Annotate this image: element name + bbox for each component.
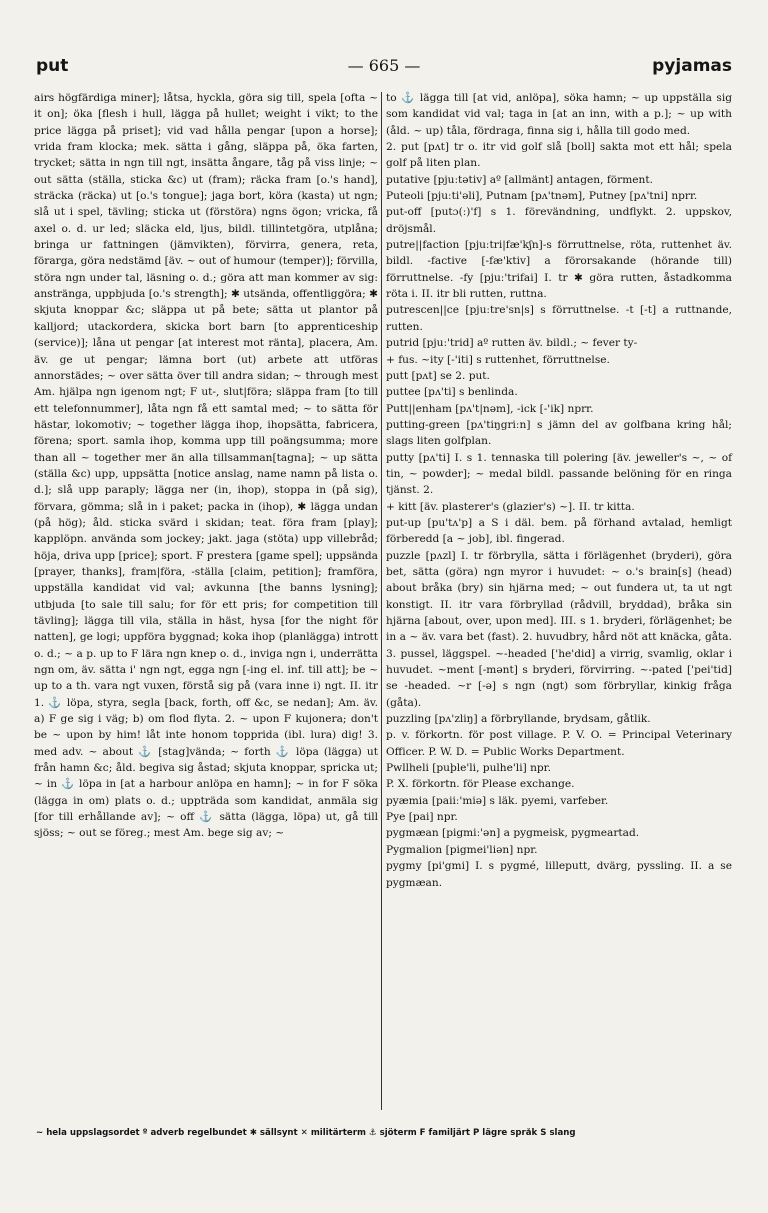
page-header [36, 56, 732, 84]
entry-paragraph: putting-green [pʌ'tiŋgriːn] s jämn del av golfbana kring hål; slags liten golfplan. [386, 418, 732, 448]
entry-paragraph: Pwllheli [puþle'li, pulhe'li] npr. [386, 762, 551, 775]
entry-paragraph: puzzling [pʌ'zliŋ] a förbryllande, brydsam, gåtlik. [386, 713, 651, 726]
entry-paragraph: pygmæan [pigmiː'ən] a pygmeisk, pygmeartad. [386, 827, 640, 840]
column-divider [381, 92, 382, 1110]
entry-paragraph: putrid [pjuː'trid] aº rutten äv. bildl.; ~ fever ty- [386, 337, 638, 350]
entry-paragraph: putty [pʌ'ti] I. s 1. tennaska till polering [äv. jeweller's ~, ~ of tin, ~ powder]; ~ medal bildl. passande belöning för en ringa tjänst. 2. [386, 451, 732, 497]
entry-paragraph: P. X. förkortn. för Please exchange. [386, 778, 575, 791]
entry-paragraph: Pye [pai] npr. [386, 811, 458, 824]
entry-paragraph: put-up [pu'tʌ'p] a S i däl. bem. på förhand avtalad, hemligt förberedd [a ~ job], ibl. fingerad. [386, 516, 732, 546]
entry-paragraph: pyæmia [paiiː'miə] s läk. pyemi, varfeber. [386, 794, 609, 807]
entry-paragraph: put-off [putɔ(ː)'f] s 1. förevändning, undflykt. 2. uppskov, dröjsmål. [386, 206, 732, 235]
entry-paragraph: putrescen||ce [pjuːtre'sn|s] s förruttnelse. -t [-t] a ruttnande, rutten. [386, 304, 732, 333]
entry-paragraph: p. v. förkortn. för post village. P. V. O. = Principal Veterinary Officer. P. W. D. = Public Works Department. [386, 729, 732, 758]
right-column [386, 90, 732, 891]
page-number: — 665 — [347, 56, 421, 75]
legend-footer: ~ hela uppslagsordet º adverb regelbundet ✱ sällsynt ✕ militärterm ⚓ sjöterm F familjärt P lägre språk S slang [36, 1128, 576, 1138]
entry-paragraph: Putt||enham [pʌ't|nəm], -ick [-'ik] nprr. [386, 402, 594, 415]
entry-paragraph: airs högfärdiga miner]; låtsa, hyckla, göra sig till, spela [ofta ~ it on]; öka [flesh i hull, lägga på hullet; weight i vikt; to the price lägga på priset]; vid vad hålla pengar [upon a horse]; vrida fram klocka; mek. sätta i gång, släppa på, öka farten, trycket; sätta in ngn till ngt, insätta ångare, tåg på viss linje; ~ out sätta (ställa, sticka &c) ut (fram); räcka fram [o.'s hand], sträcka (räcka) ut [o.'s tongue]; jaga bort, köra (kasta) ut ngn; slå ut i spel, tävling; sticka ut (förstöra) ngns ögon; vricka, få axel o. d. ur led; släcka eld, ljus, bildl. tillintetgöra, utplåna; bringa ur fattningen (jämvikten), förvirra, genera, reta, förarga, göra nedstämd [äv. ~ out of humour (temper)]; förvilla, störa ngn under tal, läsning o. d.; göra att man kommer av sig: anstränga, uppbjuda [o.'s strength]; ✱ utsända, offentliggöra; ✱ skjuta knoppar &c; släppa ut på bete; sätta ut plantor på kalljord; utackordera, skicka bort barn [to apprenticeship (service)]; låna ut pengar [at interest mot ränta], placera, Am. äv. ge ut pengar; lämna bort (ut) arbete att utföras annorstädes; ~ over sätta över till andra sidan; ~ through mest Am. hjälpa ngn igenom ngt; F ut-, slut|föra; släppa fram [to till ett telefonnummer], låta ngn få ett samtal med; ~ to sätta för hästar, lokomotiv; ~ together lägga ihop, ihopsätta, fabricera, förena; sport. samla ihop, komma upp till poängsumma; more than all ~ together mer än alla tillsamman[tagna]; ~ up sätta (ställa &c) upp, uppsätta [notice anslag, name namn på lista o. d.]; slå upp paraply; lägga ner (in, ihop), stoppa in (på sig), förvara, gömma; slå in i paket; packa in (ihop), ✱ lägga undan (på hög); åld. sticka svärd i skidan; teat. föra fram [play]; kapplöpn. använda som jockey; jakt. jaga (stöta) upp villebråd; höja, driva upp [price]; sport. F prestera [game spel]; uppsända [prayer, thanks], fram|föra, -ställa [claim, petition]; framföra, uppställa kandidat vid val; avkunna [the banns lysning]; utbjuda [to sale till salu; for för ett pris; for competition till tävling]; lägga till vila, ställa in häst, hysa [for the night för natten], ge logi; uppföra byggnad; koka ihop (planlägga) intrott o. d.; ~ a p. up to F lära ngn knep o. d., invigа ngn i, underrätta ngn om, äv. sätta i' ngn ngt, egga ngn [-ing el. inf. till att]; be ~ up to a th. vara ngt vuxen, förstå sig på (vara inne i) ngt. II. itr 1. ⚓ löpa, styra, segla [back, forth, off &c, se nedan]; Am. äv. a) F ge sig i väg; b) om flod flyta. 2. ~ upon F kujonera; don't be ~ upon by him! låt inte honom toppridа (ibl. lura) dig! 3. med adv. ~ about ⚓ [stag]vända; ~ forth ⚓ löpa (lägga) ut från hamn &c; åld. begiva sig åstad; skjuta knoppar, spricka ut; ~ in ⚓ löpa in [at a harbour anlöpa en hamn]; ~ in for F söka (lägga in om) plats o. d.; uppträda som kandidat, anmäla sig [for till erhållande av]; ~ off ⚓ sätta (lägga, löpa) ut, gå till sjöss; ~ out se föreg.; mest Am. bege sig av; ~ [34, 92, 378, 840]
entry-paragraph: 2. put [pʌt] tr o. itr vid golf slå [boll] sakta mot ett hål; spela golf på liten plan. [386, 141, 732, 170]
entry-paragraph: + kitt [äv. plasterer's (glazier's) ~]. II. tr kitta. [386, 500, 635, 513]
entry-paragraph: to ⚓ lägga till [at vid, anlöpa], söka hamn; ~ up uppställa sig som kandidat vid val; taga in [at an inn, with a p.]; ~ up with (åld. ~ up) tåla, fördraga, finna sig i, hålla till godo med. [386, 92, 732, 137]
entry-paragraph: putative [pjuːtətiv] aº [allmänt] antagen, förment. [386, 173, 653, 186]
entry-paragraph: + fus. ~ity [-'iti] s ruttenhet, förruttnelse. [386, 353, 610, 366]
entry-paragraph: Pygmalion [pigmei'liən] npr. [386, 843, 538, 856]
entry-paragraph: putre||faction [pjuːtri|fæ'kʃn]-s förruttnelse, röta, ruttenhet äv. bildl. -factive [-fæ'ktiv] a förorsakande (hörande till) förruttnelse. -fy [pjuː'trifai] I. tr ✱ göra rutten, åstadkomma röta i. II. itr bli rutten, ruttna. [386, 239, 732, 301]
header-right-word: pyjamas [652, 56, 732, 76]
entry-paragraph: pygmy [pi'gmi] I. s pygmé, lilleputt, dvärg, pyssling. II. a se pygmæan. [386, 860, 732, 889]
entry-paragraph: puttee [pʌ'ti] s benlinda. [386, 386, 518, 399]
entry-paragraph: putt [pʌt] se 2. put. [386, 369, 490, 382]
left-column [34, 90, 378, 842]
header-left-word: put [36, 56, 69, 76]
entry-paragraph: puzzle [pʌzl] I. tr förbrylla, sätta i förlägenhet (bryderi), göra bet, sätta (göra) ngn myror i huvudet: ~ o.'s brain[s] (head) about bråka (bry) sin hjärna med; ~ out fundera ut, ta ut ngt konstigt. II. itr vara förbryllad (rådvill, bryddad), bråka sin hjärna [about, over, upon med]. III. s 1. bryderi, förlägenhet; be in a ~ äv. vara bet (fast). 2. huvudbry, hård nöt att knäcka, gåta. 3. pussel, läggspel. ~-headed ['he'did] a virrig, svamlig, oklar i huvudet. ~ment [-mənt] s bryderi, förvirring. ~-pated ['pei'tid] se -headed. ~r [-ə] s ngn (ngt) som förbryllar, kinkig fråga (gåta). [386, 549, 732, 709]
entry-paragraph: Puteoli [pjuːti'əli], Putnam [pʌ'tnəm], Putney [pʌ'tni] nprr. [386, 190, 698, 203]
